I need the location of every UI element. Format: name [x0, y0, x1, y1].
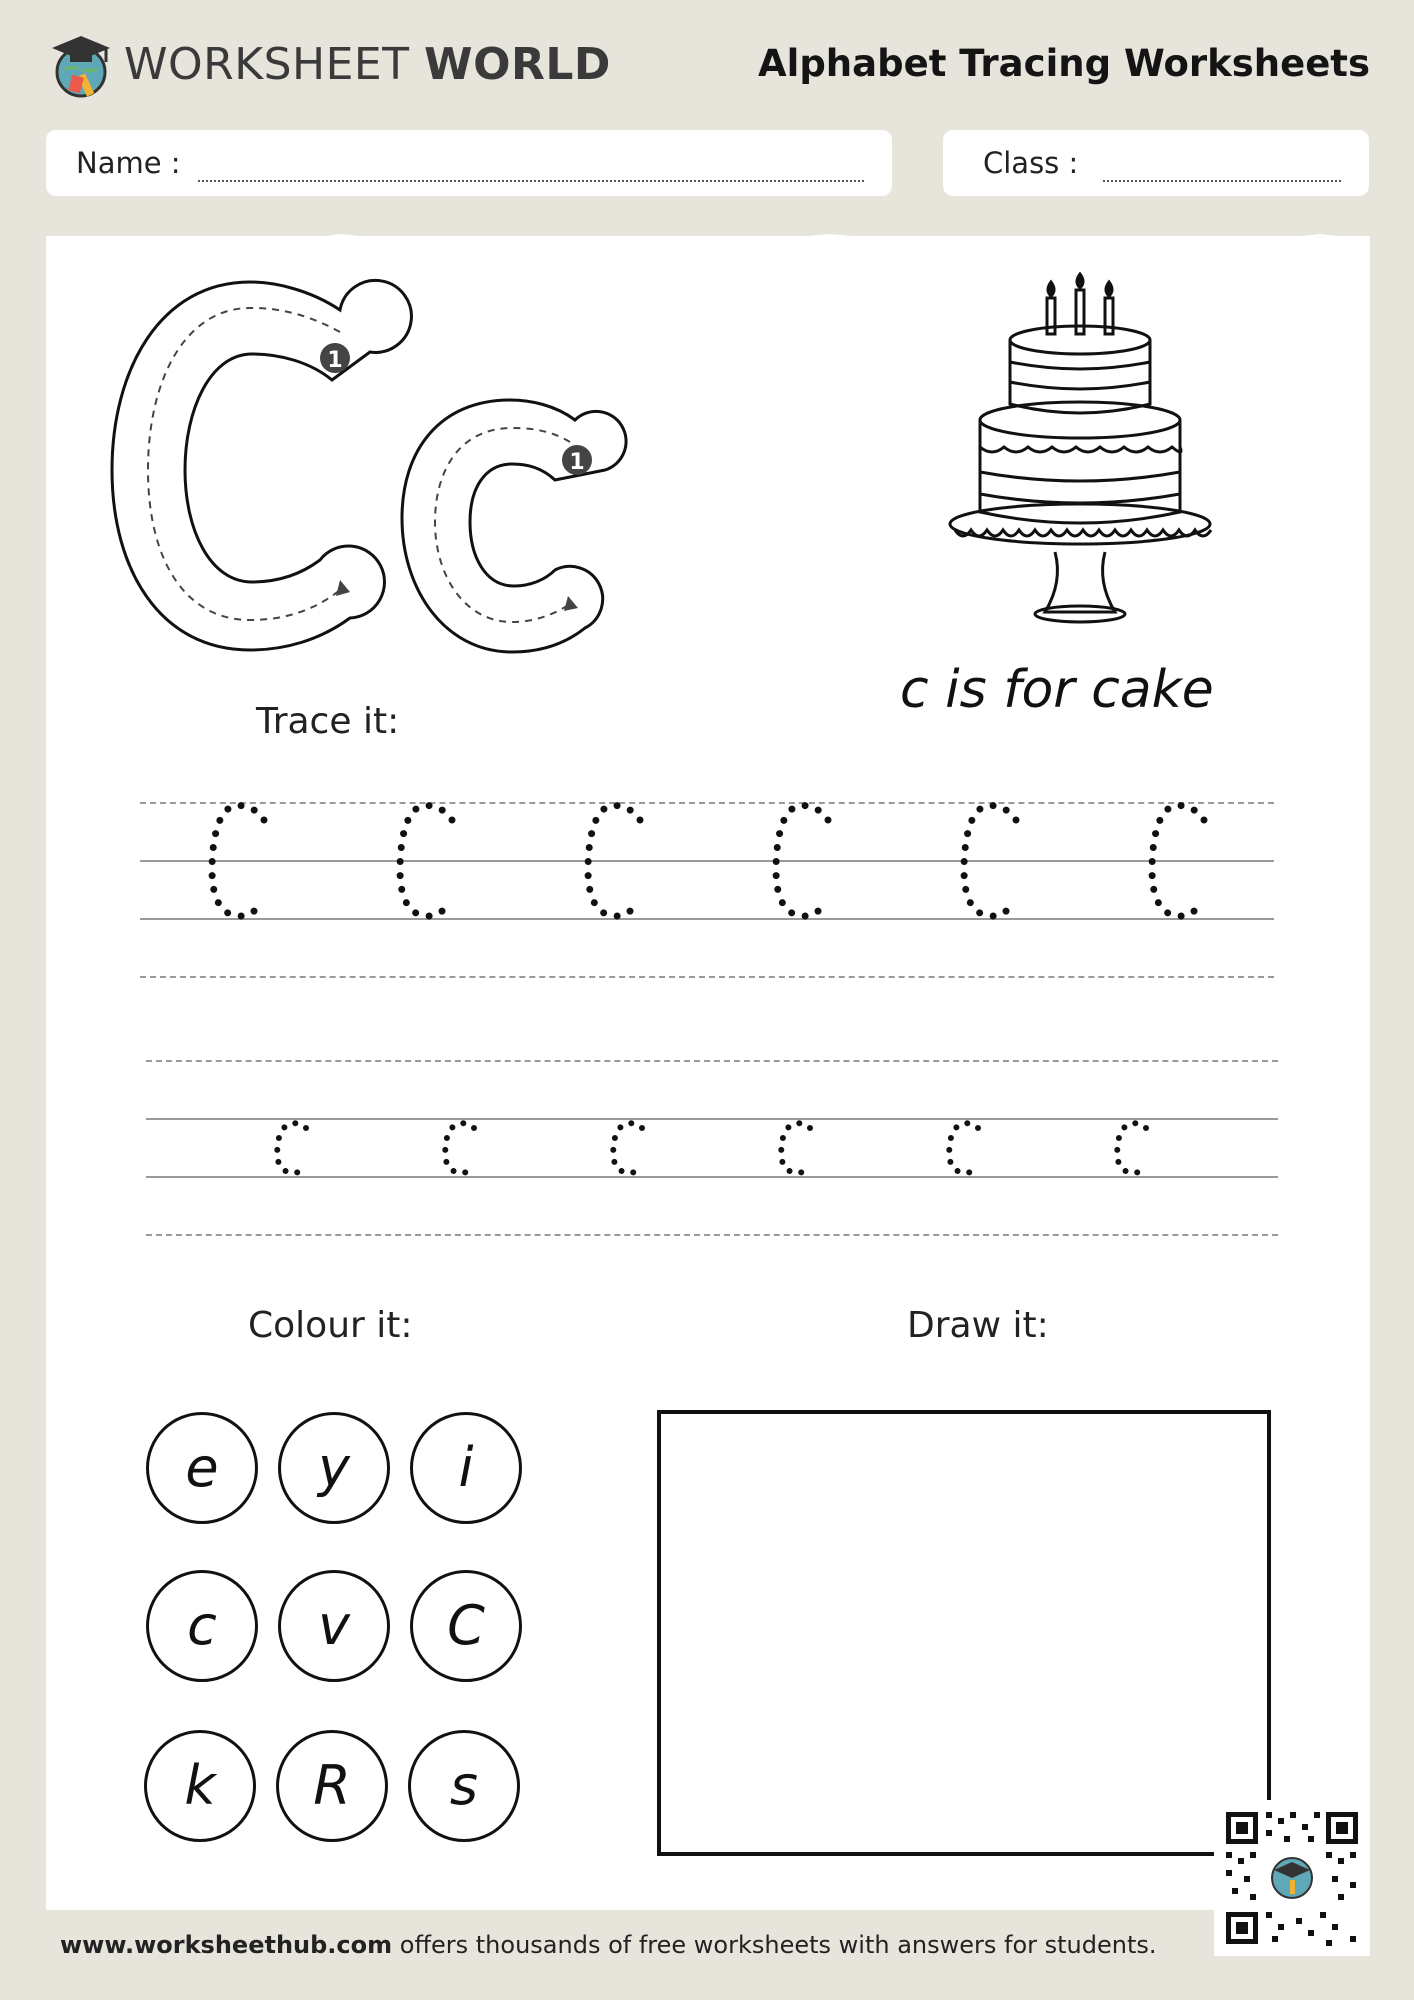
lower-stroke-number: 1 [569, 450, 585, 475]
colour-letter: c [187, 1594, 217, 1657]
class-field[interactable] [943, 130, 1369, 196]
upper-guide-descender [140, 976, 1274, 978]
colour-letter: e [185, 1436, 219, 1499]
colour-circle[interactable] [410, 1412, 522, 1524]
trace-letter-upper[interactable] [764, 800, 844, 920]
brand-bold: WORLD [424, 39, 611, 90]
trace-letter-upper[interactable] [576, 800, 656, 920]
name-writing-line[interactable] [198, 180, 864, 182]
brand-logo-text [124, 40, 611, 90]
colour-letter: y [318, 1436, 350, 1499]
colour-letter: i [458, 1436, 474, 1499]
draw-it-label: Draw it: [907, 1305, 1049, 1346]
trace-letter-lower[interactable] [940, 1118, 990, 1178]
trace-letter-upper[interactable] [1140, 800, 1220, 920]
colour-letter-grid [144, 1410, 534, 1850]
uppercase-trace-area[interactable] [140, 800, 1274, 980]
colour-circle[interactable] [410, 1570, 522, 1682]
colour-letter: k [184, 1754, 216, 1817]
colour-circle[interactable] [146, 1412, 258, 1524]
uppercase-c-outline [112, 280, 411, 650]
trace-letter-upper[interactable] [200, 800, 280, 920]
class-label: Class : [983, 146, 1079, 180]
footer-site-link[interactable]: www.worksheethub.com [60, 1931, 393, 1959]
colour-circle[interactable] [408, 1730, 520, 1842]
colour-letter: R [313, 1754, 351, 1817]
cake-icon [945, 272, 1215, 632]
footer-text [60, 1930, 1157, 1960]
footer-description: offers thousands of free worksheets with answers for students. [392, 1931, 1157, 1959]
colour-circle[interactable] [276, 1730, 388, 1842]
trace-letter-lower[interactable] [604, 1118, 654, 1178]
colour-circle[interactable] [144, 1730, 256, 1842]
lowercase-trace-area[interactable] [146, 1058, 1278, 1238]
colour-circle[interactable] [278, 1570, 390, 1682]
upper-guide-top [140, 802, 1274, 804]
colour-letter: v [318, 1594, 350, 1657]
picture-caption: c is for cake [900, 660, 1214, 720]
qr-code[interactable] [1214, 1800, 1370, 1956]
trace-letter-lower[interactable] [1108, 1118, 1158, 1178]
upper-guide-mid [140, 860, 1274, 862]
lower-guide-descender [146, 1234, 1278, 1236]
trace-letter-upper[interactable] [388, 800, 468, 920]
big-letter-outline-graphic [100, 270, 640, 670]
colour-letter: s [449, 1754, 479, 1817]
qr-code-icon [1214, 1800, 1370, 1956]
lower-guide-top [146, 1060, 1278, 1062]
colour-circle[interactable] [146, 1570, 258, 1682]
trace-letter-lower[interactable] [268, 1118, 318, 1178]
colour-circle[interactable] [278, 1412, 390, 1524]
worksheet-world-logo-icon [48, 30, 114, 102]
upper-stroke-number: 1 [327, 348, 343, 373]
class-writing-line[interactable] [1103, 180, 1341, 182]
upper-guide-base [140, 918, 1274, 920]
brand-light: WORKSHEET [124, 39, 425, 90]
colour-letter: C [447, 1594, 485, 1657]
trace-letter-lower[interactable] [772, 1118, 822, 1178]
colour-it-label: Colour it: [248, 1305, 413, 1346]
trace-it-label: Trace it: [256, 701, 400, 742]
trace-letter-lower[interactable] [436, 1118, 486, 1178]
name-field[interactable] [46, 130, 892, 196]
trace-letter-upper[interactable] [952, 800, 1032, 920]
name-label: Name : [76, 146, 181, 180]
drawing-box[interactable] [657, 1410, 1271, 1856]
worksheet-title: Alphabet Tracing Worksheets [758, 42, 1370, 85]
